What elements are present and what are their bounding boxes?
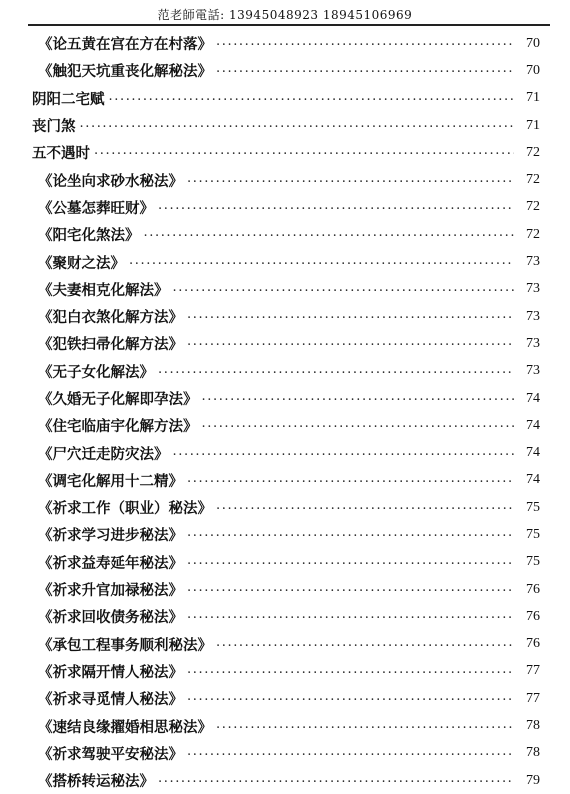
toc-entry-page-number: 70 — [526, 62, 540, 78]
dot-leader — [158, 198, 514, 213]
dot-leader — [216, 61, 514, 76]
toc-entry-page-number: 73 — [526, 363, 540, 379]
toc-entry-title: 《无子女化解法》 — [38, 363, 154, 381]
toc-entry-page-number: 72 — [526, 144, 540, 160]
toc-entry-title: 《祈求学习进步秘法》 — [38, 527, 183, 545]
dot-leader — [173, 280, 515, 295]
toc-entry-title: 《犯铁扫帚化解方法》 — [38, 336, 183, 354]
dot-leader — [216, 717, 514, 732]
toc-entry — [0, 521, 570, 548]
table-of-contents — [0, 30, 570, 794]
toc-entry — [0, 712, 570, 739]
toc-entry-title: 《住宅临庙宇化解方法》 — [38, 418, 198, 436]
toc-entry-page-number: 74 — [526, 472, 540, 488]
toc-entry-page-number: 75 — [526, 499, 540, 515]
toc-entry-page-number: 72 — [526, 172, 540, 188]
toc-entry — [0, 685, 570, 712]
dot-leader — [187, 689, 514, 704]
toc-entry — [0, 358, 570, 385]
toc-entry-page-number: 73 — [526, 335, 540, 351]
dot-leader — [216, 635, 514, 650]
toc-entry — [0, 631, 570, 658]
toc-entry-title: 《承包工程事务顺利秘法》 — [38, 636, 212, 654]
toc-entry — [0, 139, 570, 166]
toc-entry — [0, 112, 570, 139]
toc-entry-page-number: 72 — [526, 226, 540, 242]
toc-entry — [0, 248, 570, 275]
dot-leader — [109, 89, 515, 104]
toc-entry — [0, 767, 570, 794]
toc-entry-title: 《论五黄在宫在方在村落》 — [38, 36, 212, 54]
toc-entry — [0, 166, 570, 193]
toc-entry-title: 《祈求驾驶平安秘法》 — [38, 745, 183, 763]
dot-leader — [187, 471, 514, 486]
header-rule — [28, 24, 550, 26]
toc-entry-page-number: 70 — [526, 35, 540, 51]
toc-entry-title: 《搭桥转运秘法》 — [38, 773, 154, 791]
dot-leader — [187, 553, 514, 568]
toc-entry — [0, 549, 570, 576]
toc-entry-page-number: 78 — [526, 745, 540, 761]
toc-entry-page-number: 76 — [526, 636, 540, 652]
toc-entry — [0, 30, 570, 57]
dot-leader — [80, 116, 515, 131]
dot-leader — [187, 580, 514, 595]
toc-entry-title: 阴阳二宅赋 — [32, 90, 105, 108]
toc-entry-title: 《论坐向求砂水秘法》 — [38, 172, 183, 190]
dot-leader — [187, 607, 514, 622]
toc-entry-title: 《触犯天坑重丧化解秘法》 — [38, 63, 212, 81]
dot-leader — [187, 307, 514, 322]
toc-entry-title: 《犯白衣煞化解方法》 — [38, 309, 183, 327]
dot-leader — [187, 334, 514, 349]
toc-entry — [0, 276, 570, 303]
dot-leader — [158, 771, 514, 786]
dot-leader — [173, 444, 515, 459]
toc-entry-page-number: 71 — [526, 90, 540, 106]
dot-leader — [216, 34, 514, 49]
toc-entry-page-number: 75 — [526, 554, 540, 570]
toc-entry-title: 《阳宅化煞法》 — [38, 227, 140, 245]
toc-entry — [0, 85, 570, 112]
dot-leader — [216, 498, 514, 513]
toc-entry-title: 《调宅化解用十二精》 — [38, 472, 183, 490]
dot-leader — [187, 525, 514, 540]
toc-entry-page-number: 73 — [526, 254, 540, 270]
toc-entry — [0, 221, 570, 248]
toc-entry-page-number: 71 — [526, 117, 540, 133]
dot-leader — [187, 662, 514, 677]
toc-entry — [0, 740, 570, 767]
toc-entry — [0, 330, 570, 357]
toc-entry — [0, 439, 570, 466]
toc-entry-title: 《祈求升官加禄秘法》 — [38, 582, 183, 600]
toc-entry-page-number: 74 — [526, 417, 540, 433]
toc-entry-page-number: 73 — [526, 281, 540, 297]
toc-entry-page-number: 75 — [526, 526, 540, 542]
dot-leader — [187, 171, 514, 186]
dot-leader — [202, 416, 515, 431]
toc-entry-title: 《祈求益寿延年秘法》 — [38, 554, 183, 572]
toc-entry — [0, 412, 570, 439]
dot-leader — [144, 225, 515, 240]
toc-entry-page-number: 73 — [526, 308, 540, 324]
toc-entry-title: 《聚财之法》 — [38, 254, 125, 272]
toc-entry — [0, 194, 570, 221]
toc-entry-title: 《公墓怎葬旺财》 — [38, 199, 154, 217]
toc-entry-page-number: 77 — [526, 690, 540, 706]
toc-entry-title: 《祈求回收债务秘法》 — [38, 609, 183, 627]
toc-entry-title: 《尸穴迁走防灾法》 — [38, 445, 169, 463]
dot-leader — [158, 362, 514, 377]
dot-leader — [202, 389, 515, 404]
toc-entry-page-number: 74 — [526, 445, 540, 461]
toc-entry-page-number: 76 — [526, 581, 540, 597]
toc-entry-title: 《速结良缘擢婚相思秘法》 — [38, 718, 212, 736]
toc-entry-page-number: 74 — [526, 390, 540, 406]
toc-entry-title: 丧门煞 — [32, 118, 76, 136]
toc-entry-title: 《久婚无子化解即孕法》 — [38, 391, 198, 408]
dot-leader — [187, 744, 514, 759]
toc-entry — [0, 57, 570, 84]
toc-entry-title: 《夫妻相克化解法》 — [38, 281, 169, 299]
toc-entry-page-number: 79 — [526, 772, 540, 788]
toc-entry-page-number: 72 — [526, 199, 540, 215]
toc-entry — [0, 385, 570, 412]
toc-entry — [0, 658, 570, 685]
dot-leader — [94, 143, 514, 158]
toc-entry-page-number: 77 — [526, 663, 540, 679]
toc-entry-title: 《祈求寻觅情人秘法》 — [38, 691, 183, 709]
toc-entry-title: 五不遇时 — [32, 145, 90, 163]
toc-entry-page-number: 78 — [526, 718, 540, 734]
toc-entry-title: 《祈求工作（职业）秘法》 — [38, 500, 212, 518]
toc-entry-page-number: 76 — [526, 608, 540, 624]
toc-entry — [0, 467, 570, 494]
page-header: 范老師電話: 13945048923 18945106969 — [157, 8, 413, 22]
dot-leader — [129, 253, 514, 268]
toc-entry — [0, 576, 570, 603]
toc-entry — [0, 303, 570, 330]
toc-entry — [0, 603, 570, 630]
toc-entry — [0, 494, 570, 521]
toc-entry-title: 《祈求隔开情人秘法》 — [38, 663, 183, 681]
